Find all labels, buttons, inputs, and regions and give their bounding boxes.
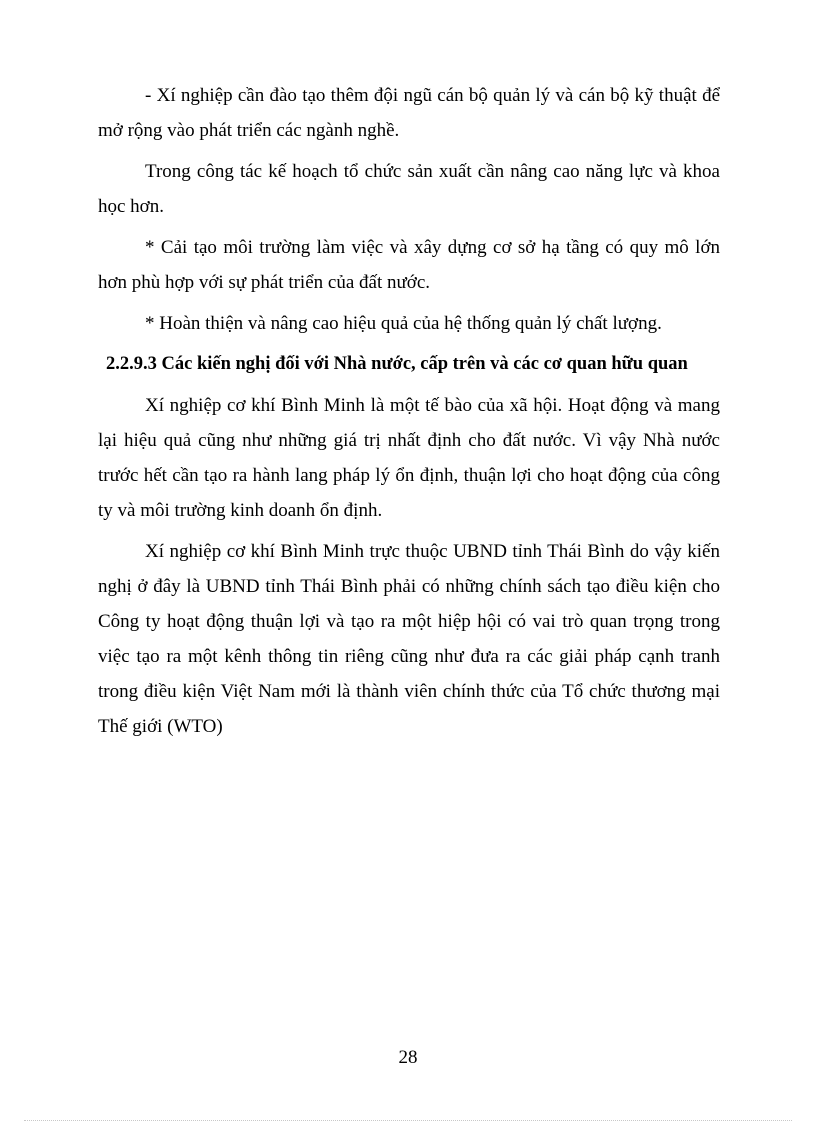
paragraph-state-role: Xí nghiệp cơ khí Bình Minh là một tế bào của xã hội. Hoạt động và mang lại hiệu quả cũng như những giá trị nhất định cho đất nước. Vì vậy Nhà nước trước hết cần tạo ra hành lang pháp lý ổn định, thuận lợi cho hoạt động của công ty và môi trường kinh doanh ổn định. [98, 395, 720, 521]
paragraph-environment: * Cải tạo môi trường làm việc và xây dựng cơ sở hạ tầng có quy mô lớn hơn phù hợp với sự phát triển của đất nước. [98, 237, 720, 293]
page-number: 28 [398, 1047, 418, 1068]
paragraph-quality: * Hoàn thiện và nâng cao hiệu quả của hệ thống quản lý chất lượng. [145, 313, 662, 334]
section-heading: 2.2.9.3 Các kiến nghị đối với Nhà nước, cấp trên và các cơ quan hữu quan [106, 354, 688, 374]
page-bottom-divider [24, 1120, 792, 1121]
paragraph-planning: Trong công tác kế hoạch tổ chức sản xuất cần nâng cao năng lực và khoa học hơn. [98, 161, 720, 217]
paragraph-training: - Xí nghiệp cần đào tạo thêm đội ngũ cán bộ quản lý và cán bộ kỹ thuật để mở rộng vào phát triển các ngành nghề. [98, 85, 720, 141]
document-body [98, 78, 720, 744]
paragraph-province-recommendation: Xí nghiệp cơ khí Bình Minh trực thuộc UBND tỉnh Thái Bình do vậy kiến nghị ở đây là UBND tỉnh Thái Bình phải có những chính sách tạo điều kiện cho Công ty hoạt động thuận lợi và tạo ra một hiệp hội có vai trò quan trọng trong việc tạo ra một kênh thông tin riêng cũng như đưa ra các giải pháp cạnh tranh trong điều kiện Việt Nam mới là thành viên chính thức của Tổ chức thương mại Thế giới (WTO) [98, 541, 720, 737]
